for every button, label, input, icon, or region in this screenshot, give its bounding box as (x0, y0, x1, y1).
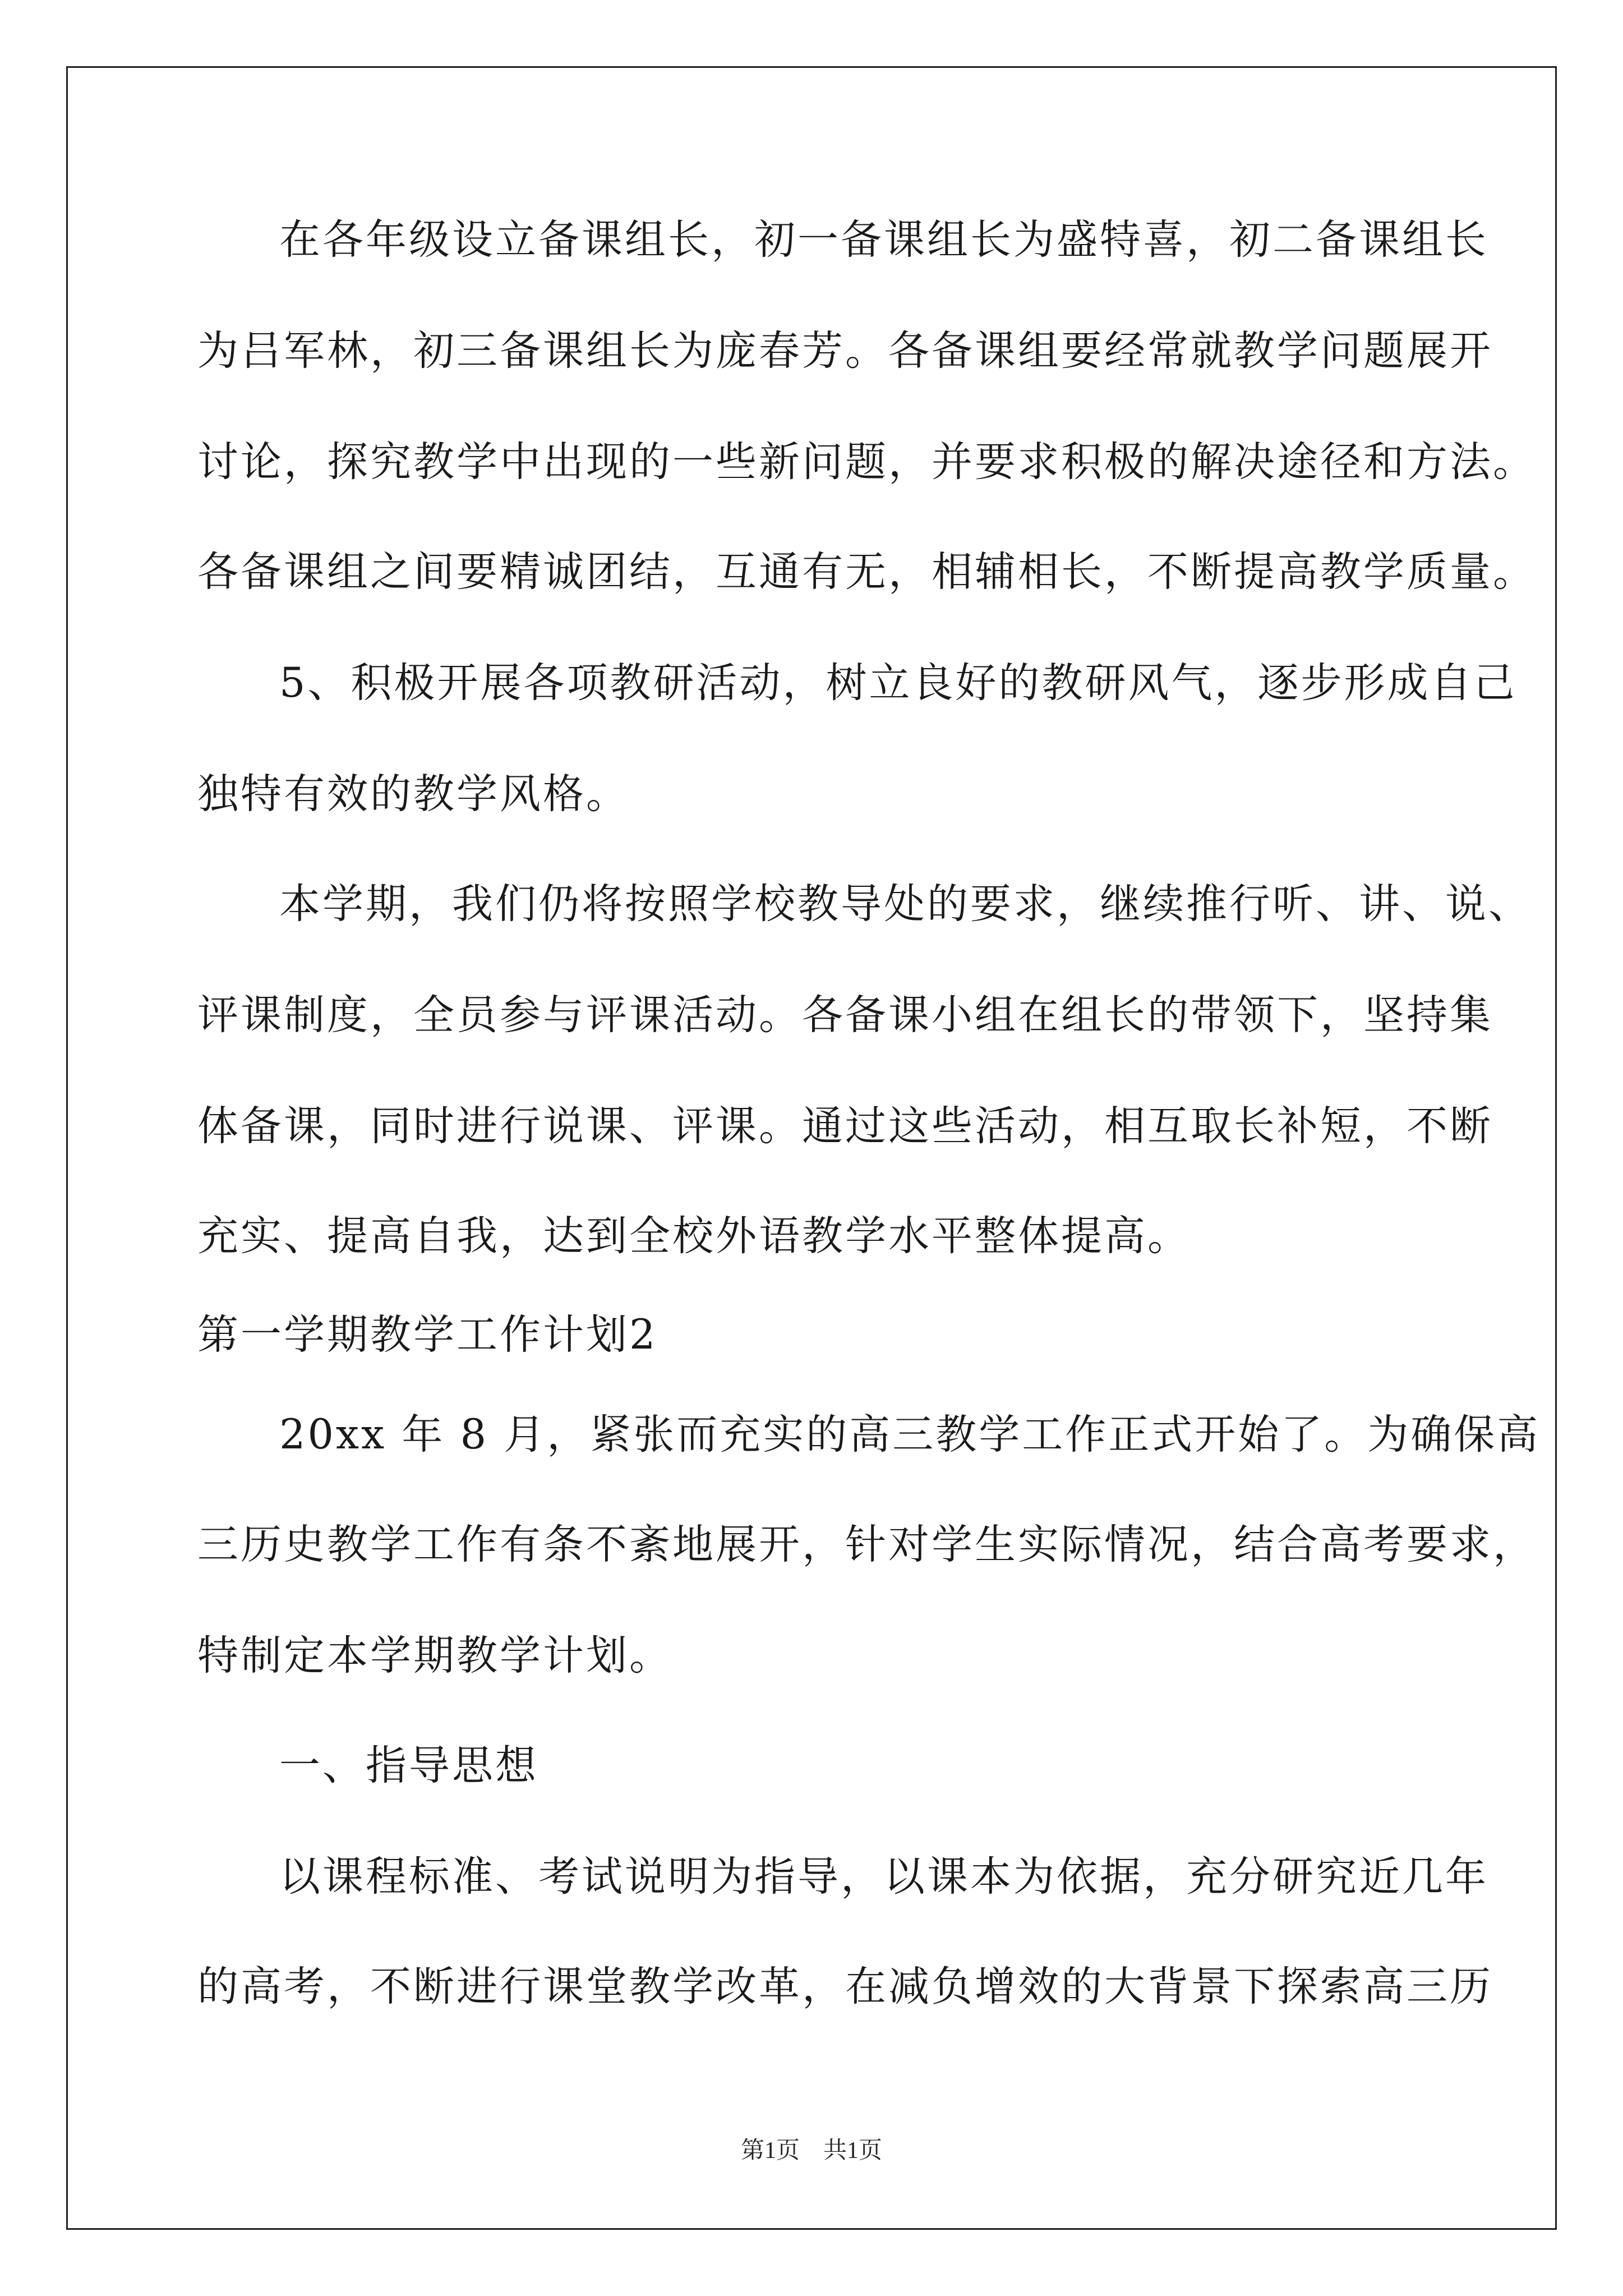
paragraph-line: 本学期，我们仍将按照学校教导处的要求，继续推行听、讲、说、 (279, 880, 1532, 928)
paragraph-line: 特制定本学期教学计划。 (197, 1632, 672, 1680)
paragraph-line: 各备课组之间要精诚团结，互通有无，相辅相长，不断提高教学质量。 (197, 548, 1536, 596)
paragraph-line: 以课程标准、考试说明为指导，以课本为依据，充分研究近几年 (279, 1853, 1488, 1901)
paragraph-line: 体备课，同时进行说课、评课。通过这些活动，相互取长补短，不断 (197, 1102, 1493, 1150)
subsection-heading: 一、指导思想 (279, 1742, 538, 1789)
paragraph-line: 为吕军林，初三备课组长为庞春芳。各备课组要经常就教学问题展开 (197, 327, 1493, 375)
paragraph-line: 独特有效的教学风格。 (197, 770, 629, 818)
paragraph-line: 20xx 年 8 月，紧张而充实的高三教学工作正式开始了。为确保高 (279, 1411, 1541, 1458)
paragraph-line: 在各年级设立备课组长，初一备课组长为盛特喜，初二备课组长 (279, 216, 1488, 264)
paragraph-line: 的高考，不断进行课堂教学改革，在减负增效的大背景下探索高三历 (197, 1963, 1493, 2010)
paragraph-line: 充实、提高自我，达到全校外语教学水平整体提高。 (197, 1212, 1191, 1260)
paragraph-line: 三历史教学工作有条不紊地展开，针对学生实际情况，结合高考要求， (197, 1521, 1536, 1568)
paragraph-line: 评课制度，全员参与评课活动。各备课小组在组长的带领下，坚持集 (197, 991, 1493, 1039)
paragraph-line: 5、积极开展各项教研活动，树立良好的教研风气，逐步形成自己 (279, 659, 1517, 707)
section-heading: 第一学期教学工作计划2 (197, 1311, 658, 1359)
page-footer: 第1页 共1页 (740, 2138, 882, 2164)
paragraph-line: 讨论，探究教学中出现的一些新问题，并要求积极的解决途径和方法。 (197, 438, 1536, 486)
